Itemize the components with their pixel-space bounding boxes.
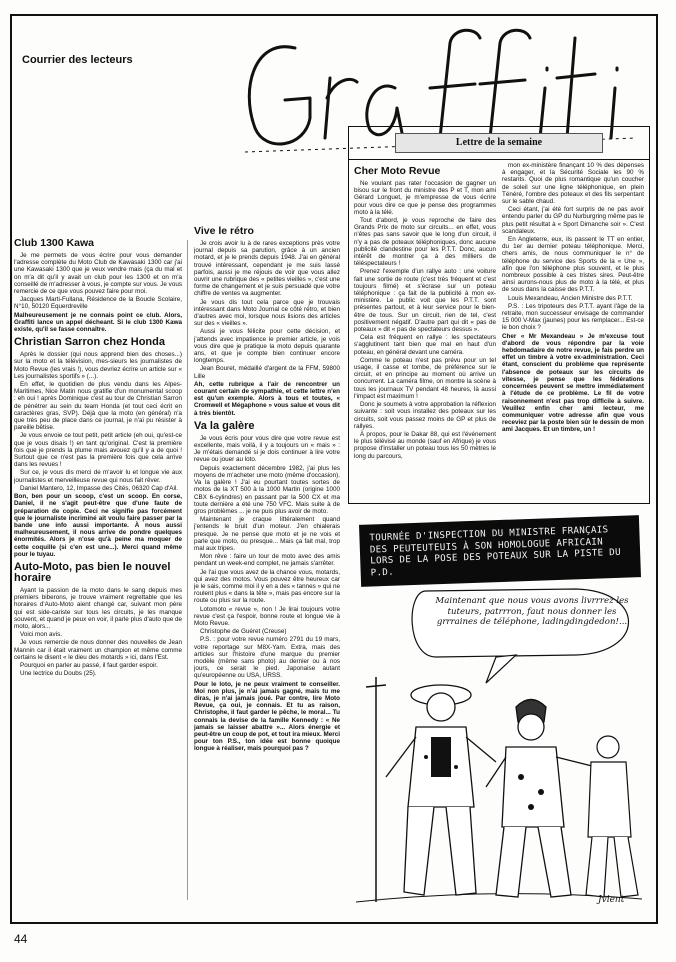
paragraph: P.S. : pour votre revue numéro 2791 du 19 mars, votre reportage sur M8X-Yam. Extra, mais des articles sur l'histoire d'une marque du premier modèle (même sans photo) au dernier ou à nos jours, ce serait le pied. Japonaise autant qu'européenne ou USA, URSS. xyxy=(194,636,340,680)
paragraph: Je me permets de vous écrire pour vous demander l'adresse complète du Moto Club de Kawasaki 1300 car j'ai une Kawasaki 1300 que je veux vendre mais (ça du mal et on m'a dit qu'il y avait un club pour les 1300 et on m'a conseillé de m'adresser à vous, je compte sur vous. Je vous remercie de ce que vous pouvez faire pour moi. xyxy=(14,252,182,296)
editor-reply: Malheureusement je ne connais point ce club. Alors, Graffiti lance un appel décheant. Si le club 1300 Kawa existe, qu'il se fasse connaître. xyxy=(14,311,182,334)
paragraph: Mon rêve : faire un tour de moto avec des amis pendant un week-end complet, ne jamais s'arrêter. xyxy=(194,553,340,568)
paragraph: En Angleterre, eux, ils passent le TT en entier, du 1er au dernier poteau téléphonique. Merci, chers amis, de nous communiquer le n° de téléphone du service des Sports de la « Une », afin que l'on téléphone plus souvent, et le plus nombreux possible à ces tristes sires. Peut-être ainsi aurons-nous plus de moto à la télé, et plus de sous dans la caisse des P.T.T. xyxy=(502,236,644,294)
heading-cher-moto-revue: Cher Moto Revue xyxy=(354,165,441,177)
paragraph: Ayant la passion de la moto dans le sang depuis mes premiers biberons, je trouve vraiment regrettable que les horaires d'Auto-Moto aient changé car, suivant mon père qui est side-cariste sur tous les circuits, je les manque souvent, et quand je peux en voir, il parle plus d'auto que de moto, alors... xyxy=(14,586,182,630)
paragraph: Tout d'abord, je vous reproche de faire des Grands Prix de moto sur circuits... en effet, vous n'êtes pas sans savoir que le long d'un circuit, il n'y a pas de poteaux téléphoniques, donc aucune publicité clandestine pour les P.T.T. Donc, aucun intérêt de montrer ça à des milliers de téléspectateurs ! xyxy=(354,217,496,268)
paragraph: Ne voulant pas rater l'occasion de gagner un bisou sur le front du ministre des P et T, mon ami Gérard Longuet, je m'empresse de vous écrire pour vous dire ce que je pense des programmes moto à la télé. xyxy=(354,180,496,216)
column-left xyxy=(14,234,182,924)
paragraph: Aussi je vous félicite pour cette décision, et j'attends avec impatience le premier article, je vois vous dire que je pratique la moto depuis quarante ans, et que je compte bien continuer encore longtemps. xyxy=(194,328,340,365)
paragraph: Voici mon avis. xyxy=(20,631,62,639)
paragraph: Jean Bouret, médaillé d'argent de la FFM, 59800 Lille xyxy=(194,365,340,380)
paragraph: Une lectrice du Doubs (25). xyxy=(20,670,97,678)
cartoon-caption: TOURNÉE D'INSPECTION DU MINISTRE FRANÇAIS DES PEUTEUTEUIS À SON HOMOLOGUE AFRICAIN LORS DE LA POSE DES POTEAUX SUR LA PISTE DU P.D. xyxy=(359,515,641,587)
paragraph: Après le dossier (qui nous apprend bien des choses...) sur la moto et la télévision, mes-sieurs les journalistes de Moto Revue (les vrais !), vous devriez écrire un article sur « Les journalistes sportifs » (...). xyxy=(14,351,182,380)
paragraph: Depuis exactement décembre 1982, j'ai plus les moyens de m'acheter une moto (même d'occasion). Va la galère ! J'ai eu pourtant toutes sortes de motos de la XT 500 à la 1000 Martin (origine 1000 CBX 6-cylindres) en passant par la 500 CX et ma toute dernière a été une 750 VFC. Mais suite à de gros problèmes ... je ne puis plus avoir de moto. xyxy=(194,464,340,515)
paragraph: Je vous écris pour vous dire que votre revue est excellente, mais voilà, il y a toujours un « mais » : Je m'étais demandé si je dois continuer à lire votre revue ou jouer au loto. xyxy=(194,434,340,464)
heading-club-1300-kawa: Club 1300 Kawa xyxy=(14,237,94,249)
paragraph: À propos, pour le Dakar 88, qui est l'événement le plus télévisé au monde (sauf en Afrique) je vous propose d'installer un poteau tous les 50 mètres le long du parcours, xyxy=(354,430,496,460)
paragraph: Je l'ai que vous avez de la chance vous, motards, qui avez des motos. Vous pouvez être heureux car je le sais, comme moi il y en a des « tannes » qui ne roulent plus « dans la tête », mais pas encore sur la route ou plus sur la route. xyxy=(194,568,340,605)
heading-va-la-galere: Va la galère xyxy=(194,419,255,432)
paragraph: Je vous dis tout cela parce que je trouvais intéressant dans Moto Journal ce côté rétro, et bien d'autres avec moi, lorsque nous lisions des articles sur des « vieilles ». xyxy=(194,298,340,328)
column-middle xyxy=(194,222,340,922)
paragraph: P.S. : Les tripoteurs des P.T.T. ayant l'âge de la retraite, mon successeur envisage de commander 15 000 V-Max (jaunes) pour les remplacer... Est-ce le bon choix ? xyxy=(502,302,644,332)
artist-signature: Jvient xyxy=(598,895,625,905)
paragraph: Donc je soumets à votre approbation la réflexion suivante : soit vous installez des poteaux sur les circuits, soit vous passez moins de GP et plus de rallyes. xyxy=(354,401,496,430)
paragraph: Daniel Mantero, 12, Impasse des Cités, 06320 Cap d'Ail. xyxy=(20,484,179,492)
heading-christian-sarron: Christian Sarron chez Honda xyxy=(14,336,165,349)
paragraph: Louis Mexandeau, Ancien Ministre des P.T.T. xyxy=(508,294,633,302)
speech-bubble-text: Maintenant que nous vous avons livrrrez les tuteurs, patrrron, faut nous donner les grrraines de téléphone, ladingdingdedon!... xyxy=(435,596,629,627)
paragraph: Pourquoi en parler au passé, il faut garder espoir. xyxy=(20,661,158,669)
section-label: Courrier des lecteurs xyxy=(22,54,133,66)
paragraph: Maintenant je craque littéralement quand j'entends le bruit d'un moteur. J'en chialerais presque. Je ne pense que moto et je ne vois et parle que moto, ou presque... Mais ça fait mal, trop mal aux tripes. xyxy=(194,516,340,552)
letter-of-week-title: Lettre de la semaine xyxy=(349,127,649,160)
page-number: 44 xyxy=(14,932,28,946)
heading-auto-moto: Auto-Moto, pas bien le nouvel horaire xyxy=(14,560,171,584)
paragraph: Je vous remercie de nous donner des nouvelles de Jean Mannin car il était vraiment un champion et même comme certains le disent « le dieu des motards » ici, dans l'Est. xyxy=(14,639,182,661)
paragraph: Prenez l'exemple d'un rallye auto : une voiture fait une sortie de route (c'est très fréquent et c'est toujours filmé) et s'écrase sur un poteau téléphonique : ça fait de la publicité à mon ex-ministère. Le public voit que les P.T.T. sont présentes partout, et à leur service pour le bien-être de tous. Sur un circuit, rien de tel, c'est positivement négatif. D'autre part qui dit « pas de poteaux » dit « pas de spectateurs dessus ». xyxy=(354,268,496,334)
editor-reply: Bon, ben pour un scoop, c'est un scoop. En corse, Daniel, il ne s'agit peut-être que d'une faute de préparation de copie. Ceci ne signifie pas forcément que le journaliste incriminé ait voulu faire passer par la bande une info aussi importante. À nous aussi malheureusement, il nous arrive de pondre quelques énormités. Alors je n'ose qu'à peine ma moquer de cette coquille (si c'en est une...). Merci quand même pour le tuyau. xyxy=(14,493,182,558)
editor-reply: Pour le loto, je ne peux vraiment te conseiller. Moi non plus, je n'ai jamais gagné, mais tu me diras, je n'ai jamais joué. Par contre, lire Moto Revue, ça oui, je connais. Et tu as raison, Christophe, il faut garder le pêche, le moral... Tu connais la devise de la famille Kennedy : « Ne jamais se laisser abattre »... Alors énergie et peut-être un coup de pot, et tout ira mieux. Merci pour ton P.S., ton idée est bonne quoique longue à réaliser, mais pourquoi pas ? xyxy=(194,680,340,753)
paragraph: Christophe de Guéret (Creuse) xyxy=(200,628,287,636)
editor-reply: Cher « Mr Mexandeau » Je m'excuse tout d'abord de vous répondre par la voie hebdomadaire de notre revue, je fais perdre un effet un timbre à votre ex-administration. Ceci étant, conscient du problème que représente l'absence de poteaux sur les circuits de vitesse, je pense que les fédérations concernées peuvent se mettre immédiatement à l'étude de ce problème. Le fil de votre raisonnement n'est pas trop difficile à suivre. Veuillez enfin cher ami lecteur, me communiquer votre adresse afin que vous receviez par la poste bien sûr le dessin de mon ami Jacques. Et un timbre, un ! xyxy=(502,332,644,434)
letter-column-b xyxy=(502,162,644,500)
editor-reply: Ah, cette rubrique a l'air de rencontrer un courant certain de sympathie, et cette lettre n'en est qu'un exemple. Alors à tous et toutes, « Cromwell et Mégaphone » vous salue et vous dit à très bientôt. xyxy=(194,380,340,417)
paragraph: Jacques Marti-Fullana, Résidence de la Boucle Scolaire, N°10, 50120 Equerdreville xyxy=(14,296,182,311)
paragraph: Ceci étant, j'ai été fort surpris de ne pas avoir entendu parler du GP du Nurburgring même pas le plus petit résultat à « Sport Dimanche soir ». C'est scandaleux. xyxy=(502,206,644,235)
paragraph: Lotomoto « revue », non ! Je lirai toujours votre revue c'est ça l'espoir, bonne route et longue vie à Moto Revue. xyxy=(194,605,340,627)
column-divider xyxy=(187,240,188,900)
paragraph: En effet, le quotidien de plus vendu dans les Alpes-Maritimes, Nice Matin nous gratifie d'un monumental scoop : eh oui ! après Dominique c'est au tour de Christian Sarron de pénétrer au sein du team Honda (et tout ceci écrit en caractères gras, SVP). Déjà que la moto (en général) n'a que très peu de place dans ce journal, je n'ai pu résister à pareille bêtise. xyxy=(14,381,182,432)
paragraph: mon ex-ministère finançant 10 % des dépenses à engager, et la Sécurité Sociale les 90 % restants. Quoi de plus romantique qu'un coucher de soleil sur une ligne téléphonique, en plein Ténéré, l'ombre des poteaux et des fils serpentant sur le sable chaud. xyxy=(502,162,644,206)
letter-column-a xyxy=(354,162,496,500)
paragraph: Je crois avoir lu à de rares exceptions près votre journal depuis sa parution, grâce à un ancien motard, et je le prends depuis 1948. J'ai en général trouvé intéressant, cependant je me suis lassé parfois, aussi je me réjouis de voir que vous allez ouvrir une rubrique des « petites vieilles », c'est une forme de changement et je suis persuadé que votre chiffre de ventes va augmenter. xyxy=(194,240,340,298)
paragraph: Comme le poteau n'est pas prévu pour un tel usage, il casse et tombe, de préférence sur le circuit, et en principe au moment où arrive un concurrent. La caméra filme, on montre la scène à tous les journaux TV pendant 48 heures, là aussi l'impact est maximum ! xyxy=(354,356,496,400)
paragraph: Cela est fréquent en rallye : les spectateurs s'agglutinent tant bien que mal en haut d'un poteau, en général devant une caméra. xyxy=(354,334,496,356)
heading-vive-le-retro: Vive le rétro xyxy=(194,225,254,237)
paragraph: Sur ce, je vous dis merci de m'avoir lu et longue vie aux journalistes et merveilleuse revue qui nous fait rêver. xyxy=(14,469,182,484)
paragraph: Je vous envoie ce tout petit, petit article (eh oui, qu'est-ce que je vous disais !) en tant qu'original. C'est la première fois que je prends la plume mais avouez qu'il y a de quoi ! Surtout que ce n'est pas la première fois que cela arrive dans les revues ! xyxy=(14,432,182,469)
